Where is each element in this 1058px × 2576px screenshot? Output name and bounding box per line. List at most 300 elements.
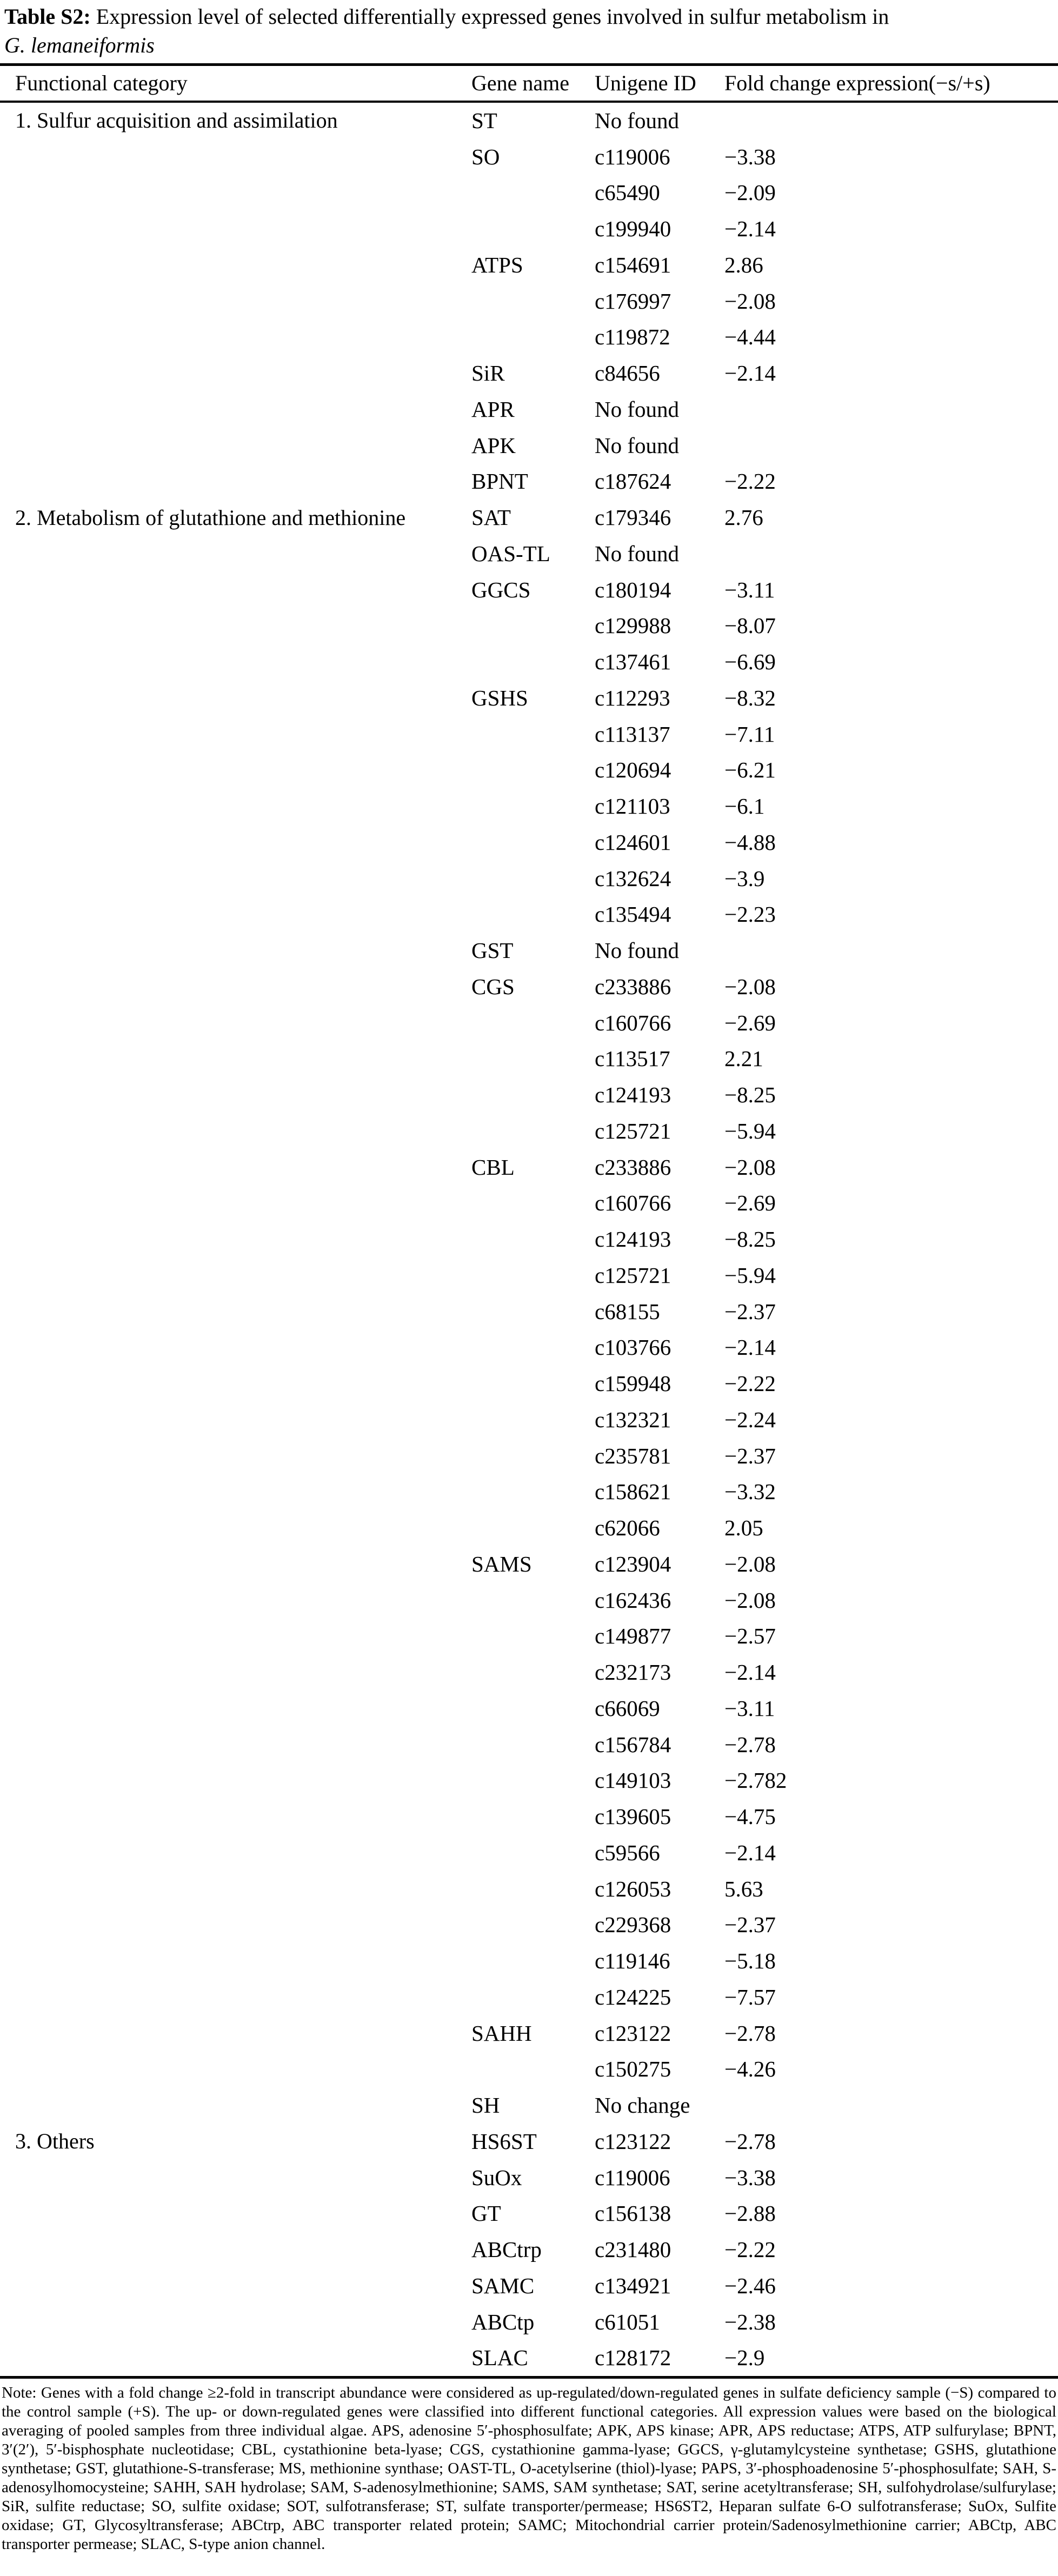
gene-cell xyxy=(471,1437,595,1474)
fold-cell: 2.86 xyxy=(724,252,763,277)
unigene-cell: c232173 xyxy=(595,1660,671,1685)
fold-cell: −2.09 xyxy=(724,180,776,205)
gene-cell xyxy=(471,1221,595,1257)
table-row xyxy=(0,1979,1058,2015)
unigene-cell: c180194 xyxy=(595,577,671,602)
fold-cell: −8.25 xyxy=(724,1227,776,1252)
category-cell xyxy=(0,608,471,644)
gene-cell xyxy=(471,1726,595,1762)
unigene-cell: c187624 xyxy=(595,469,671,494)
table-row xyxy=(0,2340,1058,2377)
gene-cell: SO xyxy=(471,144,500,169)
fold-cell xyxy=(724,102,1058,139)
category-cell xyxy=(0,1943,471,1979)
unigene-cell: c149103 xyxy=(595,1768,671,1793)
unigene-cell: c126053 xyxy=(595,1876,671,1901)
table-row xyxy=(0,1907,1058,1943)
unigene-cell: No change xyxy=(595,2093,690,2118)
fold-cell: −2.22 xyxy=(724,469,776,494)
gene-cell xyxy=(471,1690,595,1727)
gene-cell: GT xyxy=(471,2201,501,2226)
gene-cell xyxy=(471,752,595,788)
fold-cell: −2.78 xyxy=(724,1732,776,1757)
table-row xyxy=(0,1113,1058,1149)
table-row xyxy=(0,283,1058,319)
fold-cell: 5.63 xyxy=(724,1876,763,1901)
gene-cell xyxy=(471,1293,595,1329)
category-cell xyxy=(0,1907,471,1943)
gene-cell: ST xyxy=(471,108,497,133)
fold-cell: −8.07 xyxy=(724,613,776,638)
unigene-cell: c160766 xyxy=(595,1010,671,1035)
fold-cell: −2.08 xyxy=(724,288,776,314)
table-header xyxy=(0,65,1058,102)
table-body xyxy=(0,102,1058,2378)
table-row xyxy=(0,1041,1058,1077)
fold-cell: −2.22 xyxy=(724,1371,776,1396)
unigene-cell: c124225 xyxy=(595,1984,671,2009)
category-cell xyxy=(0,1257,471,1294)
unigene-cell: c150275 xyxy=(595,2056,671,2082)
table-row xyxy=(0,644,1058,680)
category-cell xyxy=(0,319,471,355)
category-cell xyxy=(0,1041,471,1077)
gene-cell xyxy=(471,1004,595,1041)
category-cell xyxy=(0,1582,471,1618)
category-cell xyxy=(0,680,471,716)
unigene-cell: c233886 xyxy=(595,1154,671,1180)
unigene-cell: c62066 xyxy=(595,1515,660,1541)
category-cell xyxy=(0,1979,471,2015)
table-row xyxy=(0,1690,1058,1727)
header-gene-name: Gene name xyxy=(471,65,595,102)
category-cell xyxy=(0,1690,471,1727)
category-cell xyxy=(0,644,471,680)
fold-cell: −8.25 xyxy=(724,1082,776,1108)
category-cell xyxy=(0,1366,471,1402)
category-cell xyxy=(0,1185,471,1221)
gene-cell xyxy=(471,1257,595,1294)
table-row xyxy=(0,824,1058,861)
table-row xyxy=(0,1221,1058,1257)
table-row xyxy=(0,211,1058,247)
unigene-cell: c156784 xyxy=(595,1732,671,1757)
table-row xyxy=(0,2051,1058,2087)
gene-cell xyxy=(471,860,595,896)
category-cell xyxy=(0,175,471,211)
fold-cell: −6.69 xyxy=(724,649,776,675)
table-row xyxy=(0,391,1058,428)
category-cell xyxy=(0,1618,471,1654)
gene-cell xyxy=(471,824,595,861)
table-row xyxy=(0,536,1058,572)
table-row xyxy=(0,1293,1058,1329)
gene-cell xyxy=(471,1654,595,1690)
category-cell xyxy=(0,2159,471,2195)
category-cell xyxy=(0,933,471,969)
gene-cell: OAS-TL xyxy=(471,541,550,566)
gene-cell xyxy=(471,175,595,211)
gene-cell: CGS xyxy=(471,974,515,999)
fold-cell: −4.44 xyxy=(724,324,776,350)
unigene-cell: c119006 xyxy=(595,2165,670,2190)
table-row xyxy=(0,1582,1058,1618)
unigene-cell: c119006 xyxy=(595,144,670,169)
gene-cell: ABCtrp xyxy=(471,2237,542,2262)
unigene-cell: No found xyxy=(595,396,680,422)
category-cell xyxy=(0,1726,471,1762)
category-cell xyxy=(0,1654,471,1690)
category-cell xyxy=(0,283,471,319)
unigene-cell: c139605 xyxy=(595,1804,671,1829)
fold-cell: −2.78 xyxy=(724,2020,776,2046)
unigene-cell: c199940 xyxy=(595,216,671,242)
table-row xyxy=(0,463,1058,500)
category-cell xyxy=(0,2015,471,2051)
table-row xyxy=(0,247,1058,283)
gene-cell: SuOx xyxy=(471,2165,522,2190)
table-row xyxy=(0,1437,1058,1474)
unigene-cell: c134921 xyxy=(595,2273,671,2298)
category-cell xyxy=(0,2195,471,2232)
fold-cell: −2.57 xyxy=(724,1623,776,1649)
unigene-cell: c121103 xyxy=(595,794,670,819)
gene-cell: SAMS xyxy=(471,1551,532,1576)
unigene-cell: No found xyxy=(595,938,680,963)
fold-cell xyxy=(724,2087,1058,2124)
unigene-cell: c123122 xyxy=(595,2020,671,2046)
gene-cell: SH xyxy=(471,2093,500,2118)
category-cell xyxy=(0,752,471,788)
fold-cell: −3.11 xyxy=(724,577,775,602)
expression-table xyxy=(0,63,1058,2379)
unigene-cell: c124193 xyxy=(595,1227,671,1252)
category-cell xyxy=(0,1835,471,1871)
fold-cell: −7.11 xyxy=(724,721,775,747)
unigene-cell: c154691 xyxy=(595,252,671,277)
fold-cell: −4.88 xyxy=(724,829,776,855)
table-row xyxy=(0,2159,1058,2195)
fold-cell: −2.14 xyxy=(724,1840,776,1865)
fold-cell: −2.08 xyxy=(724,974,776,999)
category-cell xyxy=(0,1077,471,1113)
category-cell xyxy=(0,788,471,824)
gene-cell xyxy=(471,1402,595,1438)
gene-cell xyxy=(471,1762,595,1799)
gene-cell xyxy=(471,1510,595,1546)
category-cell xyxy=(0,211,471,247)
table-row xyxy=(0,2087,1058,2124)
unigene-cell: c235781 xyxy=(595,1443,671,1468)
fold-cell: −2.08 xyxy=(724,1154,776,1180)
table-row xyxy=(0,860,1058,896)
gene-cell xyxy=(471,788,595,824)
unigene-cell: c132624 xyxy=(595,866,671,891)
table-row xyxy=(0,2195,1058,2232)
category-cell xyxy=(0,2051,471,2087)
unigene-cell: c159948 xyxy=(595,1371,671,1396)
species-name: G. lemaneiformis xyxy=(4,33,155,57)
gene-cell: SLAC xyxy=(471,2345,528,2371)
gene-cell xyxy=(471,1871,595,1907)
table-row xyxy=(0,1077,1058,1113)
unigene-cell: No found xyxy=(595,108,680,133)
table-row xyxy=(0,355,1058,391)
table-row xyxy=(0,427,1058,463)
fold-cell: −4.75 xyxy=(724,1804,776,1829)
gene-cell: ABCtp xyxy=(471,2309,535,2334)
fold-cell: −2.88 xyxy=(724,2201,776,2226)
fold-cell: −5.18 xyxy=(724,1948,776,1974)
fold-cell: −3.32 xyxy=(724,1479,776,1505)
unigene-cell: c158621 xyxy=(595,1479,671,1505)
header-functional-category: Functional category xyxy=(0,65,471,102)
gene-cell xyxy=(471,1329,595,1366)
fold-cell: −6.21 xyxy=(724,757,776,783)
table-row xyxy=(0,752,1058,788)
table-row xyxy=(0,2232,1058,2268)
unigene-cell: c160766 xyxy=(595,1190,671,1216)
table-row xyxy=(0,1329,1058,1366)
table-row xyxy=(0,1149,1058,1185)
category-cell xyxy=(0,463,471,500)
category-cell xyxy=(0,1221,471,1257)
fold-cell: 2.21 xyxy=(724,1046,763,1071)
category-cell xyxy=(0,2340,471,2377)
unigene-cell: c132321 xyxy=(595,1407,671,1432)
category-cell xyxy=(0,716,471,752)
table-row xyxy=(0,608,1058,644)
page-title xyxy=(0,0,1058,59)
unigene-cell: c120694 xyxy=(595,757,671,783)
unigene-cell: c137461 xyxy=(595,649,671,675)
category-cell xyxy=(0,896,471,933)
fold-cell: −3.38 xyxy=(724,144,776,169)
category-cell xyxy=(0,427,471,463)
gene-cell xyxy=(471,319,595,355)
footnote: Note: Genes with a fold change ≥2-fold in transcript abundance were considered as up-regulated/down-regulated genes in sulfate deficiency sample (−S) compared to the control sample (+S). The up- or down-regulated genes were classified into different functional categories. All expression values were based on the biological averaging of pooled samples from three individual algae. APS, adenosine 5′-phosphosulfate; APK, APS kinase; APR, APS reductase; ATPS, ATP sulfurylase; BPNT, 3′(2′), 5′-bisphosphate nucleotidase; CBL, cystathionine beta-lyase; CGS, cystathionine gamma-lyase; GGCS, γ-glutamylcysteine synthetase; GSHS, glutathione synthetase; GST, glutathione-S-transferase; MS, methionine synthase; OAST-TL, O-acetylserine (thiol)-lyase; PAPS, 3′-phosphoadenosine 5′-phosphosulfate; SAH, S-adenosylhomocysteine; SAHH, SAH hydrolase; SAM, S-adenosylmethionine; SAMS, SAM synthetase; SAT, serine acetyltransferase; SH, sulfohydrolase/sulfurylase; SiR, sulfite reductase; SO, sulfite oxidase; SOT, sulfotransferase; ST, sulfate transporter/permease; HS6ST2, Heparan sulfate 6-O sulfotransferase; SuOx, Sulfite oxidase; GT, Glycosyltransferase; ABCtrp, ABC transporter related protein; SAMC; Mitochondrial carrier protein/Sadenosylmethionine carrier; ABCtp, ABC transporter permease; SLAC, S-type anion channel. xyxy=(2,2384,1056,2553)
fold-cell: −3.38 xyxy=(724,2165,776,2190)
fold-cell: −2.9 xyxy=(724,2345,765,2371)
gene-cell xyxy=(471,1799,595,1835)
gene-cell xyxy=(471,1618,595,1654)
table-row xyxy=(0,1835,1058,1871)
fold-cell: −2.24 xyxy=(724,1407,776,1432)
fold-cell: −2.69 xyxy=(724,1190,776,1216)
gene-cell xyxy=(471,1907,595,1943)
gene-cell xyxy=(471,896,595,933)
gene-cell xyxy=(471,1582,595,1618)
gene-cell: GGCS xyxy=(471,577,531,602)
category-cell xyxy=(0,1510,471,1546)
fold-cell xyxy=(724,536,1058,572)
fold-cell: −2.22 xyxy=(724,2237,776,2262)
table-row xyxy=(0,933,1058,969)
category-cell xyxy=(0,1149,471,1185)
gene-cell: SAMC xyxy=(471,2273,535,2298)
table-row xyxy=(0,1402,1058,1438)
unigene-cell: c66069 xyxy=(595,1695,660,1721)
table-row xyxy=(0,2124,1058,2160)
fold-cell: −2.46 xyxy=(724,2273,776,2298)
table-row xyxy=(0,571,1058,608)
category-cell xyxy=(0,571,471,608)
gene-cell xyxy=(471,283,595,319)
category-cell xyxy=(0,969,471,1005)
fold-cell: −2.14 xyxy=(724,1660,776,1685)
category-cell xyxy=(0,1293,471,1329)
header-fold-change: Fold change expression(−s/+s) xyxy=(724,65,1058,102)
unigene-cell: c176997 xyxy=(595,288,671,314)
unigene-cell: c125721 xyxy=(595,1118,671,1143)
gene-cell: SAT xyxy=(471,505,511,530)
fold-cell: 2.76 xyxy=(724,505,763,530)
unigene-cell: c113137 xyxy=(595,721,670,747)
table-row xyxy=(0,319,1058,355)
unigene-cell: c103766 xyxy=(595,1335,671,1360)
table-row xyxy=(0,175,1058,211)
table-row xyxy=(0,102,1058,139)
gene-cell: GST xyxy=(471,938,514,963)
gene-cell xyxy=(471,644,595,680)
category-cell xyxy=(0,1799,471,1835)
unigene-cell: c129988 xyxy=(595,613,671,638)
table-row xyxy=(0,716,1058,752)
table-row xyxy=(0,1618,1058,1654)
unigene-cell: No found xyxy=(595,541,680,566)
unigene-cell: c84656 xyxy=(595,361,660,386)
gene-cell: APK xyxy=(471,432,516,458)
unigene-cell: c124601 xyxy=(595,829,671,855)
category-cell xyxy=(0,391,471,428)
gene-cell xyxy=(471,1041,595,1077)
fold-cell: −2.08 xyxy=(724,1551,776,1576)
category-cell xyxy=(0,1762,471,1799)
fold-cell: −2.14 xyxy=(724,361,776,386)
gene-cell: BPNT xyxy=(471,469,528,494)
gene-cell: APR xyxy=(471,396,515,422)
category-cell xyxy=(0,1004,471,1041)
category-cell xyxy=(0,860,471,896)
table-row xyxy=(0,138,1058,175)
table-row xyxy=(0,1546,1058,1582)
fold-cell: −2.69 xyxy=(724,1010,776,1035)
gene-cell xyxy=(471,2051,595,2087)
fold-cell: −3.9 xyxy=(724,866,765,891)
unigene-cell: c229368 xyxy=(595,1912,671,1938)
table-row xyxy=(0,1762,1058,1799)
gene-cell xyxy=(471,1113,595,1149)
table-row xyxy=(0,2015,1058,2051)
unigene-cell: c123122 xyxy=(595,2128,671,2154)
unigene-cell: c149877 xyxy=(595,1623,671,1649)
fold-cell: 2.05 xyxy=(724,1515,763,1541)
category-cell xyxy=(0,355,471,391)
header-unigene-id: Unigene ID xyxy=(595,65,724,102)
table-label: Table S2: xyxy=(4,4,91,29)
fold-cell xyxy=(724,427,1058,463)
gene-cell: SAHH xyxy=(471,2020,532,2046)
category-cell xyxy=(0,138,471,175)
category-cell: 3. Others xyxy=(15,2129,95,2154)
unigene-cell: c135494 xyxy=(595,902,671,927)
gene-cell xyxy=(471,608,595,644)
gene-cell xyxy=(471,1979,595,2015)
fold-cell: −2.37 xyxy=(724,1912,776,1938)
gene-cell xyxy=(471,211,595,247)
category-cell xyxy=(0,1474,471,1510)
gene-cell xyxy=(471,1835,595,1871)
unigene-cell: c179346 xyxy=(595,505,671,530)
unigene-cell: c233886 xyxy=(595,974,671,999)
gene-cell: GSHS xyxy=(471,685,528,710)
category-cell xyxy=(0,2268,471,2304)
table-row xyxy=(0,1004,1058,1041)
gene-cell xyxy=(471,1366,595,1402)
gene-cell xyxy=(471,1943,595,1979)
header-row xyxy=(0,65,1058,102)
unigene-cell: c128172 xyxy=(595,2345,671,2371)
gene-cell xyxy=(471,1077,595,1113)
table-row xyxy=(0,1799,1058,1835)
category-cell xyxy=(0,1329,471,1366)
table-row xyxy=(0,896,1058,933)
gene-cell: HS6ST xyxy=(471,2128,537,2154)
table-row xyxy=(0,1871,1058,1907)
gene-cell xyxy=(471,716,595,752)
unigene-cell: c231480 xyxy=(595,2237,671,2262)
unigene-cell: c156138 xyxy=(595,2201,671,2226)
unigene-cell: c112293 xyxy=(595,685,670,710)
category-cell xyxy=(0,1871,471,1907)
table-row xyxy=(0,500,1058,536)
gene-cell: CBL xyxy=(471,1154,515,1180)
fold-cell: −5.94 xyxy=(724,1262,776,1288)
fold-cell: −2.14 xyxy=(724,1335,776,1360)
unigene-cell: c61051 xyxy=(595,2309,660,2334)
fold-cell: −4.26 xyxy=(724,2056,776,2082)
category-cell: 1. Sulfur acquisition and assimilation xyxy=(15,108,338,133)
unigene-cell: c113517 xyxy=(595,1046,670,1071)
table-row xyxy=(0,2268,1058,2304)
fold-cell: −2.782 xyxy=(724,1768,787,1793)
fold-cell: −3.11 xyxy=(724,1695,775,1721)
fold-cell xyxy=(724,391,1058,428)
category-cell xyxy=(0,247,471,283)
category-cell xyxy=(0,824,471,861)
table-row xyxy=(0,1366,1058,1402)
category-cell xyxy=(0,1437,471,1474)
table-row xyxy=(0,1185,1058,1221)
table-row xyxy=(0,1654,1058,1690)
fold-cell: −6.1 xyxy=(724,794,765,819)
category-cell xyxy=(0,1546,471,1582)
unigene-cell: c65490 xyxy=(595,180,660,205)
fold-cell: −2.08 xyxy=(724,1587,776,1613)
unigene-cell: c124193 xyxy=(595,1082,671,1108)
table-row xyxy=(0,680,1058,716)
fold-cell: −7.57 xyxy=(724,1984,776,2009)
unigene-cell: c119146 xyxy=(595,1948,670,1974)
table-row xyxy=(0,788,1058,824)
gene-cell xyxy=(471,1474,595,1510)
fold-cell xyxy=(724,933,1058,969)
fold-cell: −5.94 xyxy=(724,1118,776,1143)
unigene-cell: c119872 xyxy=(595,324,670,350)
unigene-cell: No found xyxy=(595,432,680,458)
gene-cell: ATPS xyxy=(471,252,523,277)
fold-cell: −2.78 xyxy=(724,2128,776,2154)
